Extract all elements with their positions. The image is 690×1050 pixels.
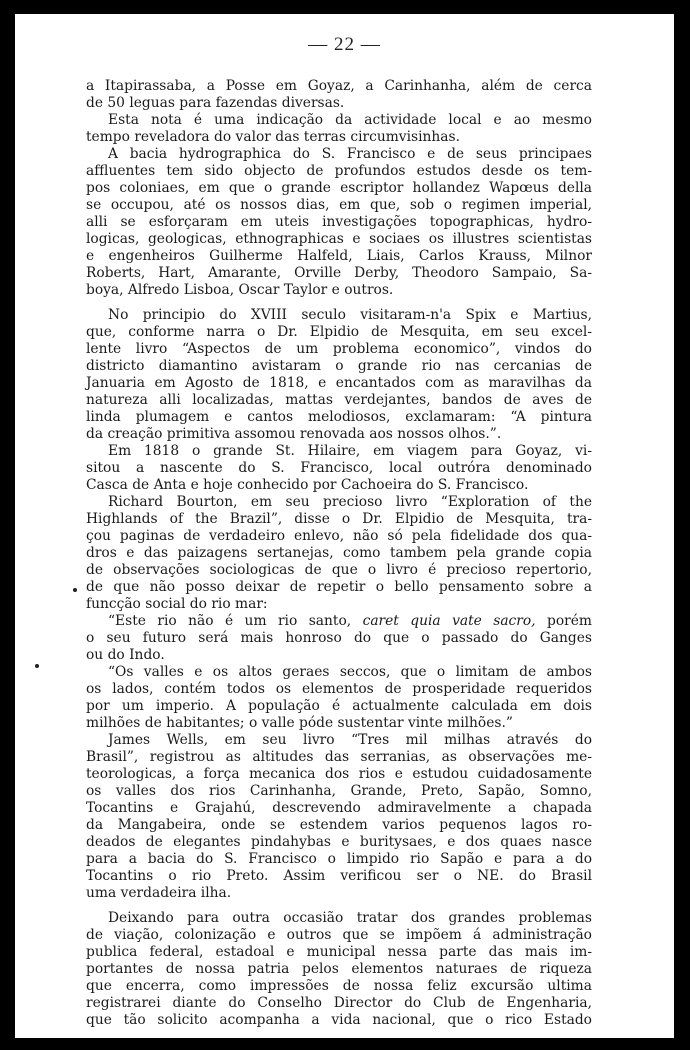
text-line: para a bacia do S. Francisco o limpido rio Sapão e para a do [86,851,592,867]
text-line: Tocantins o rio Preto. Assim verificou ser o NE. do Brasil [86,868,592,884]
text-line: tempo reveladora do valor das terras circumvisinhas. [86,129,460,145]
text-line: dros e das paizagens sertanejas, como tambem pela grande copia [86,545,592,561]
text-line: Brasil”, registrou as altitudes das serranias, as observações me- [86,749,592,765]
text-line: se occupou, até os nossos dias, em que, sob o regimen imperial, [86,197,592,213]
text-line: lente livro “Aspectos de um problema economico”, vindos do [86,341,592,357]
text-line: registrarei diante do Conselho Director do Club de Engenharia, [86,995,592,1011]
text-line: sitou a nascente do S. Francisco, local outróra denominado [86,460,592,476]
text-line: affluentes tem sido objecto de profundos estudos desde os tem- [86,163,592,179]
page-number: — 22 — [308,34,381,55]
text-line: funcção social do rio mar: [86,596,268,612]
text-line: o seu futuro será mais honroso do que o passado do Ganges [86,630,592,646]
text-line: por um imperio. A população é actualmente calculada em dois [86,698,592,714]
text-line: publica federal, estadoal e municipal nessa parte das mais im- [86,944,592,960]
text-line: que, conforme narra o Dr. Elpidio de Mesquita, em seu excel- [86,324,592,340]
text-line: ou do Indo. [86,647,165,663]
text-line: Richard Bourton, em seu precioso livro “Exploration of the [108,494,592,510]
text-line: de viação, colonização e outros que se impõem á administração [86,927,592,943]
text-line: deados de elegantes pindahybas e buritysaes, e dos quaes nasce [86,834,592,850]
ink-speck [73,588,77,592]
text-line: uma verdadeira ilha. [86,885,232,901]
text-line: çou paginas de verdadeiro enlevo, não só pela fidelidade dos qua- [86,528,592,544]
text-line: teorologicas, a força mecanica dos rios e estudou cuidadosamente [86,766,592,782]
text-line: James Wells, em seu livro “Tres mil milhas através do [108,732,592,748]
text-line: A bacia hydrographica do S. Francisco e de seus principaes [108,146,592,162]
text-line: Deixando para outra occasião tratar dos grandes problemas [108,910,592,926]
body-text [86,78,592,1029]
text-line: boya, Alfredo Lisboa, Oscar Taylor e outros. [86,282,394,298]
text-line: da Mangabeira, onde se estendem varios pequenos lagos ro- [86,817,592,833]
text-line: linda plumagem e cantos melodiosos, exclamaram: “A pintura [86,409,592,425]
ink-speck [35,664,39,668]
text-line: Januaria em Agosto de 1818, e encantados com as maravilhas da [86,375,592,391]
text-line: milhões de habitantes; o valle póde sustentar vinte milhões.” [86,715,513,731]
text-line: de 50 leguas para fazendas diversas. [86,95,345,111]
text-line: pos coloniaes, em que o grande escriptor hollandez Wapœus della [86,180,592,196]
book-page [15,14,674,1038]
text-line: a Itapirassaba, a Posse em Goyaz, a Carinhanha, além de cerca [86,78,592,94]
text-line: No principio do XVIII seculo visitaram-n'a Spix e Martius, [108,307,592,323]
text-line: logicas, geologicas, ethnographicas e sociaes os illustres scientistas [86,231,592,247]
text-line: natureza alli localizadas, mattas verdejantes, bandos de aves de [86,392,592,408]
text-line: Roberts, Hart, Amarante, Orville Derby, Theodoro Sampaio, Sa- [86,265,592,281]
text-line: Esta nota é uma indicação da actividade local e ao mesmo [108,112,592,128]
text-line: de observações sociologicas de que o livro é precioso repertorio, [86,562,592,578]
text-line: e engenheiros Guilherme Halfeld, Liais, Carlos Krauss, Milnor [86,248,592,264]
text-line: que encerra, como impressões de nossa feliz excursão ultima [86,978,592,994]
text-line: “Os valles e os altos geraes seccos, que o limitam de ambos [108,664,592,680]
text-line: que tão solicito acompanha a vida nacional, que o rico Estado [86,1012,592,1028]
text-line: districto diamantino avistaram o grande rio nas cercanias de [86,358,592,374]
text-line: “Este rio não é um rio santo, caret quia vate sacro, porém [108,613,592,629]
text-line: Casca de Anta e hoje conhecido por Cachoeira do S. Francisco. [86,477,529,493]
text-line: os valles dos rios Carinhanha, Grande, Preto, Sapão, Somno, [86,783,592,799]
text-line: alli se esforçaram em uteis investigações topographicas, hydro- [86,214,592,230]
text-line: Em 1818 o grande St. Hilaire, em viagem para Goyaz, vi- [108,443,592,459]
text-line: portantes de nossa patria pelos elementos naturaes de riqueza [86,961,592,977]
text-line: os lados, contém todos os elementos de prosperidade requeridos [86,681,592,697]
text-line: Tocantins e Grajahú, descrevendo admiravelmente a chapada [86,800,592,816]
text-line: de que não posso deixar de repetir o bello pensamento sobre a [86,579,592,595]
text-line: Highlands of the Brazil”, disse o Dr. Elpidio de Mesquita, tra- [86,511,592,527]
text-line: da creação primitiva assomou renovada aos nossos olhos.”. [86,426,502,442]
